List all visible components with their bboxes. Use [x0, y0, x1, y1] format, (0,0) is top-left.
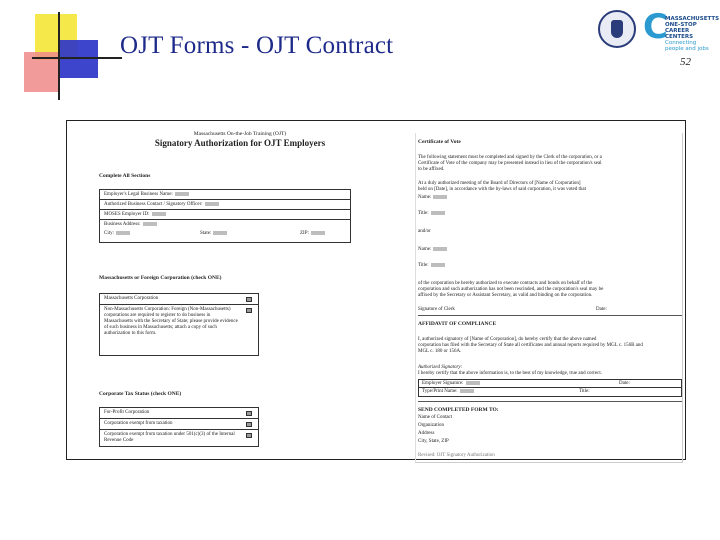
tax-row-label: Corporation exempt from taxation: [104, 421, 173, 426]
redacted-field: [143, 222, 157, 226]
redacted-field: [311, 231, 325, 235]
cert-text: The following statement must be completed and signed by the Clerk of the corporation, or a: [418, 155, 602, 160]
send-line: Address: [418, 431, 435, 436]
logo-line2: ONE-STOP: [665, 22, 697, 28]
type-name-label: Type/Print Name:: [422, 389, 458, 395]
checkbox[interactable]: [246, 411, 252, 416]
cert-text: to be affixed.: [418, 167, 445, 172]
divider: [418, 401, 682, 402]
tax-row-label: For-Profit Corporation: [104, 410, 150, 415]
cert-title: Certificate of Vote: [418, 139, 461, 145]
logo-line1: MASSACHUSETTS: [665, 16, 720, 22]
checkbox[interactable]: [246, 433, 252, 438]
document-footer: Revised: OJT Signatory Authorization: [418, 453, 495, 458]
affidavit-text: MGL c. 180 or 156A.: [418, 349, 462, 354]
doc-title-small: Massachusetts On-the-Job Training (OJT): [193, 131, 287, 137]
authorized-signatory: Authorized Signatory:: [418, 365, 463, 370]
send-line: Organization: [418, 423, 445, 428]
cert-text: Certificate of Vote of the company may be presented instead in lieu of the corporation's seal: [418, 161, 602, 166]
title-label: Title:: [418, 211, 429, 217]
corp-row-label: Massachusetts Corporation: [104, 296, 159, 301]
employer-row: [100, 210, 350, 220]
title-field-2: [418, 263, 445, 269]
affidavit-title: AFFIDAVIT OF COMPLIANCE: [418, 321, 497, 327]
tax-section-label: Corporate Tax Status (check ONE): [99, 391, 182, 397]
redacted-field: [433, 195, 447, 199]
title-field: [418, 211, 445, 217]
checkbox[interactable]: [246, 422, 252, 427]
name-label: Name:: [418, 195, 432, 201]
corp-section-label: Massachusetts or Foreign Corporation (check ONE): [99, 275, 222, 281]
employer-row-label: Authorized Business Contact / Signatory Officer:: [104, 202, 203, 208]
affidavit-text: I, authorized signatory of [Name of Corporation], do hereby certify that the above named: [418, 337, 597, 342]
logo-line3: CAREER CENTERS: [665, 28, 694, 40]
send-line: City, State, ZIP: [418, 439, 449, 444]
employer-signature-table: [418, 379, 682, 397]
state-cell: [200, 231, 227, 237]
employer-signature-row: [419, 380, 681, 388]
logo-text: [665, 16, 720, 52]
affidavit-text: corporation has filed with the Secretary of State all certificates and annual reports required by MGL c. 156B and: [418, 343, 643, 348]
career-centers-logo: [643, 7, 720, 52]
send-title: SEND COMPLETED FORM TO:: [418, 407, 499, 413]
city-label: City:: [104, 231, 115, 237]
tax-row: [100, 419, 258, 430]
logo-c-icon: C: [643, 7, 668, 47]
complete-all-label: Complete All Sections: [99, 173, 151, 179]
title-label: Title:: [579, 389, 590, 394]
tax-table: [99, 407, 259, 447]
clerk-date: Date:: [596, 307, 607, 312]
employer-row-label: Business Address:: [104, 222, 141, 228]
authorized-text: of the corporation be hereby authorized to execute contracts and bonds on behalf of the: [418, 281, 593, 286]
redacted-field: [205, 202, 219, 206]
send-line: Name of Contact: [418, 415, 453, 420]
zip-label: ZIP:: [300, 231, 309, 237]
checkbox[interactable]: [246, 297, 252, 302]
employer-row-label: MOSES Employer ID:: [104, 212, 150, 218]
signature-clerk: Signature of Clerk: [418, 307, 455, 312]
corp-row-label: Non-Massachusetts Corporation: Foreign (Non-Massachusetts) corporations are required to register to do business in Massachusetts with the Secretary of State; please provide evidence of such business in Massachusetts; attach a copy of such authorization to this form.: [104, 307, 238, 336]
state-label: State:: [200, 231, 212, 237]
tax-row-label: Corporation exempt from taxation under 501(c)(3) of the Internal Revenue Code: [104, 432, 235, 443]
logo-tagline: Connecting people and jobs: [665, 40, 709, 52]
redacted-field: [431, 211, 445, 215]
meeting-text: At a duly authorized meeting of the Board of Directors of [Name of Corporation]: [418, 181, 581, 186]
redacted-field: [213, 231, 227, 235]
state-seal-icon: [598, 10, 636, 48]
employer-row: [100, 200, 350, 210]
name-label: Name:: [418, 247, 432, 253]
employer-signature-label: Employer Signature:: [422, 381, 464, 387]
document-left-column: [93, 121, 387, 459]
authorized-text: affixed by the Secretary or Assistant Secretary, as valid and binding on the corporation.: [418, 293, 593, 298]
decor-blue-square: [58, 40, 98, 78]
city-cell: [104, 231, 130, 237]
corp-row: [100, 305, 258, 355]
redacted-field: [116, 231, 130, 235]
title-label: Title:: [418, 263, 429, 269]
ojt-contract-document: [66, 120, 686, 460]
corp-row: [100, 294, 258, 305]
and-or-label: and/or: [418, 229, 431, 234]
decor-horizontal-line: [32, 57, 122, 59]
certify-text: I hereby certify that the above information is, to the best of my knowledge, true and correct.: [418, 371, 602, 376]
document-right-column: [415, 133, 683, 463]
redacted-field: [431, 263, 445, 267]
employer-row: [100, 220, 350, 242]
redacted-field: [175, 192, 189, 196]
tax-row: [100, 430, 258, 446]
tax-row: [100, 408, 258, 419]
doc-title-main: Signatory Authorization for OJT Employers: [154, 138, 326, 148]
redacted-field: [152, 212, 166, 216]
authorized-text: corporation and such authorization has not been rescinded, and the corporation's seal may be: [418, 287, 604, 292]
type-name-row: [419, 388, 681, 396]
divider: [418, 315, 682, 316]
held-text: held on [Date], in accordance with the by-laws of said corporation, it was voted that: [418, 187, 587, 192]
page-number: 52: [680, 56, 691, 68]
zip-cell: [300, 231, 325, 237]
employer-row-label: Employer's Legal Business Name:: [104, 192, 173, 198]
corp-table: [99, 293, 259, 356]
date-label: Date:: [619, 381, 630, 386]
name-field: [418, 195, 447, 201]
employer-row: [100, 190, 350, 200]
decor-vertical-line: [58, 12, 60, 100]
redacted-field: [466, 381, 480, 385]
redacted-field: [433, 247, 447, 251]
employer-info-box: [99, 189, 351, 243]
redacted-field: [460, 389, 474, 393]
name-field-2: [418, 247, 447, 253]
checkbox[interactable]: [246, 308, 252, 313]
slide-title: OJT Forms - OJT Contract: [120, 32, 394, 59]
